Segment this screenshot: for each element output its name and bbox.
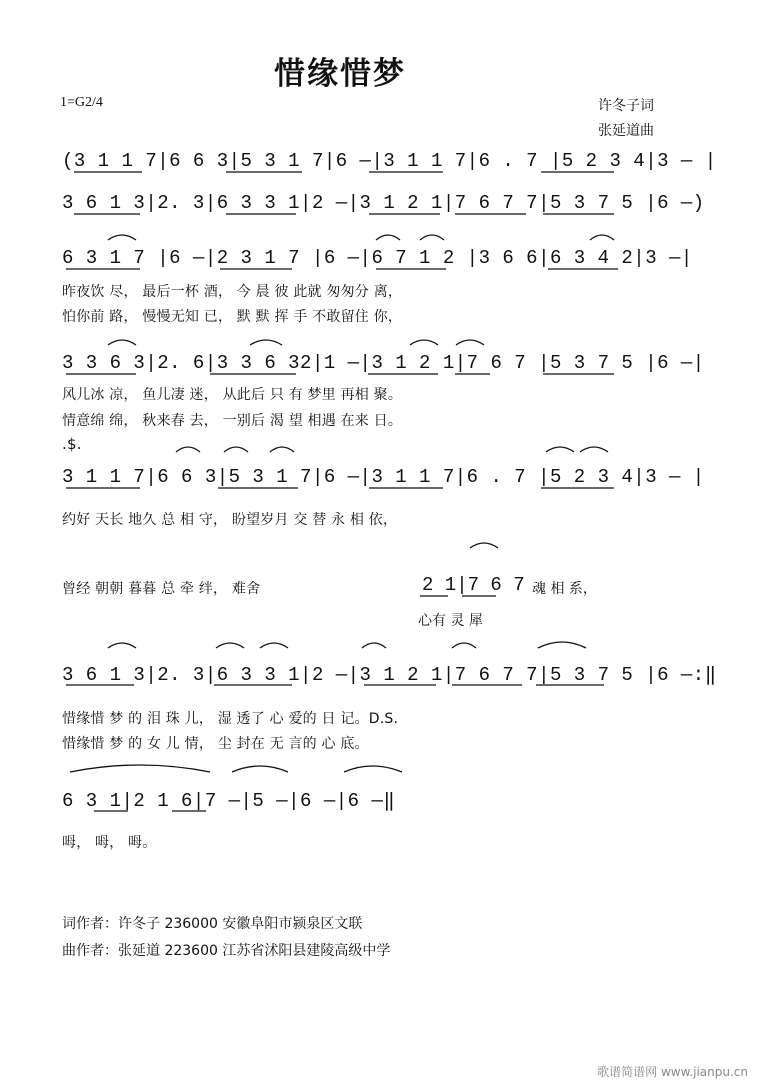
notation-row-3: 6 3 1 7 |6 —|2 3 1 7 |6 —|6 7 1 2 |3 6 6|6 3 4 2|3 —| <box>62 247 693 269</box>
lyric-line: 怕你前 路， 慢慢无知 已， 默 默 挥 手 不敢留住 你， <box>62 309 403 325</box>
notation-row-4: 3 3 6 3|2. 6|3 3 6 32|1 —|3 1 2 1|7 6 7 |5 3 7 5 |6 —| <box>62 352 705 374</box>
lyric-line: 魂 相 系， <box>532 581 597 597</box>
notation-row-5: 3 1 1 7|6 6 3|5 3 1 7|6 —|3 1 1 7|6 . 7 |5 2 3 4|3 — | <box>62 466 705 488</box>
lyric-subline: 心有 灵 犀 <box>418 613 483 629</box>
composer-credit: 张延道曲 <box>598 123 654 139</box>
lyricist-credit: 许冬子词 <box>598 98 654 114</box>
lyric-line: 风儿冰 凉， 鱼儿凄 迷， 从此后 只 有 梦里 再相 聚。 <box>62 387 403 403</box>
watermark: 歌谱简谱网 www.jianpu.cn <box>597 1065 748 1079</box>
lyric-line: 呣， 呣， 呣。 <box>62 835 157 851</box>
composer-info: 曲作者：张延道 223600 江苏省沭阳县建陵高级中学 <box>62 943 391 959</box>
notation-row-2: 3 6 1 3|2. 3|6 3 3 1|2 —|3 1 2 1|7 6 7 7|5 3 7 5 |6 —) <box>62 192 705 214</box>
lyricist-info: 词作者：许冬子 236000 安徽阜阳市颍泉区文联 <box>62 916 363 932</box>
lyric-line: 约好 天长 地久 总 相 守， 盼望岁月 交 替 永 相 依， <box>62 512 398 528</box>
notation-row-7: 6 3 1|2 1 6|7 —|5 —|6 —|6 —‖ <box>62 790 396 812</box>
lyric-line: 惜缘惜 梦 的 泪 珠 儿， 湿 透了 心 爱的 日 记。D.S. <box>62 711 399 727</box>
song-title: 惜缘惜梦 <box>274 56 406 92</box>
segno-mark: .$. <box>62 435 82 453</box>
lyric-line: 曾经 朝朝 暮暮 总 牵 绊， 难舍 <box>62 581 261 597</box>
notation-row-1: (3 1 1 7|6 6 3|5 3 1 7|6 —|3 1 1 7|6 . 7 |5 2 3 4|3 — | <box>62 150 717 172</box>
inline-notation: 2 1|7 6 7 <box>422 574 525 596</box>
lyric-line: 惜缘惜 梦 的 女 儿 情， 尘 封在 无 言的 心 底。 <box>62 736 369 752</box>
key-signature: 1=G2/4 <box>60 95 103 110</box>
lyric-line: 昨夜饮 尽， 最后一杯 酒， 今 晨 彼 此就 匆匆分 离， <box>62 284 403 300</box>
notation-row-6: 3 6 1 3|2. 3|6 3 3 1|2 —|3 1 2 1|7 6 7 7|5 3 7 5 |6 —:‖ <box>62 664 717 686</box>
lyric-line: 情意绵 绵， 秋来春 去， 一别后 渴 望 相遇 在来 日。 <box>62 413 403 429</box>
